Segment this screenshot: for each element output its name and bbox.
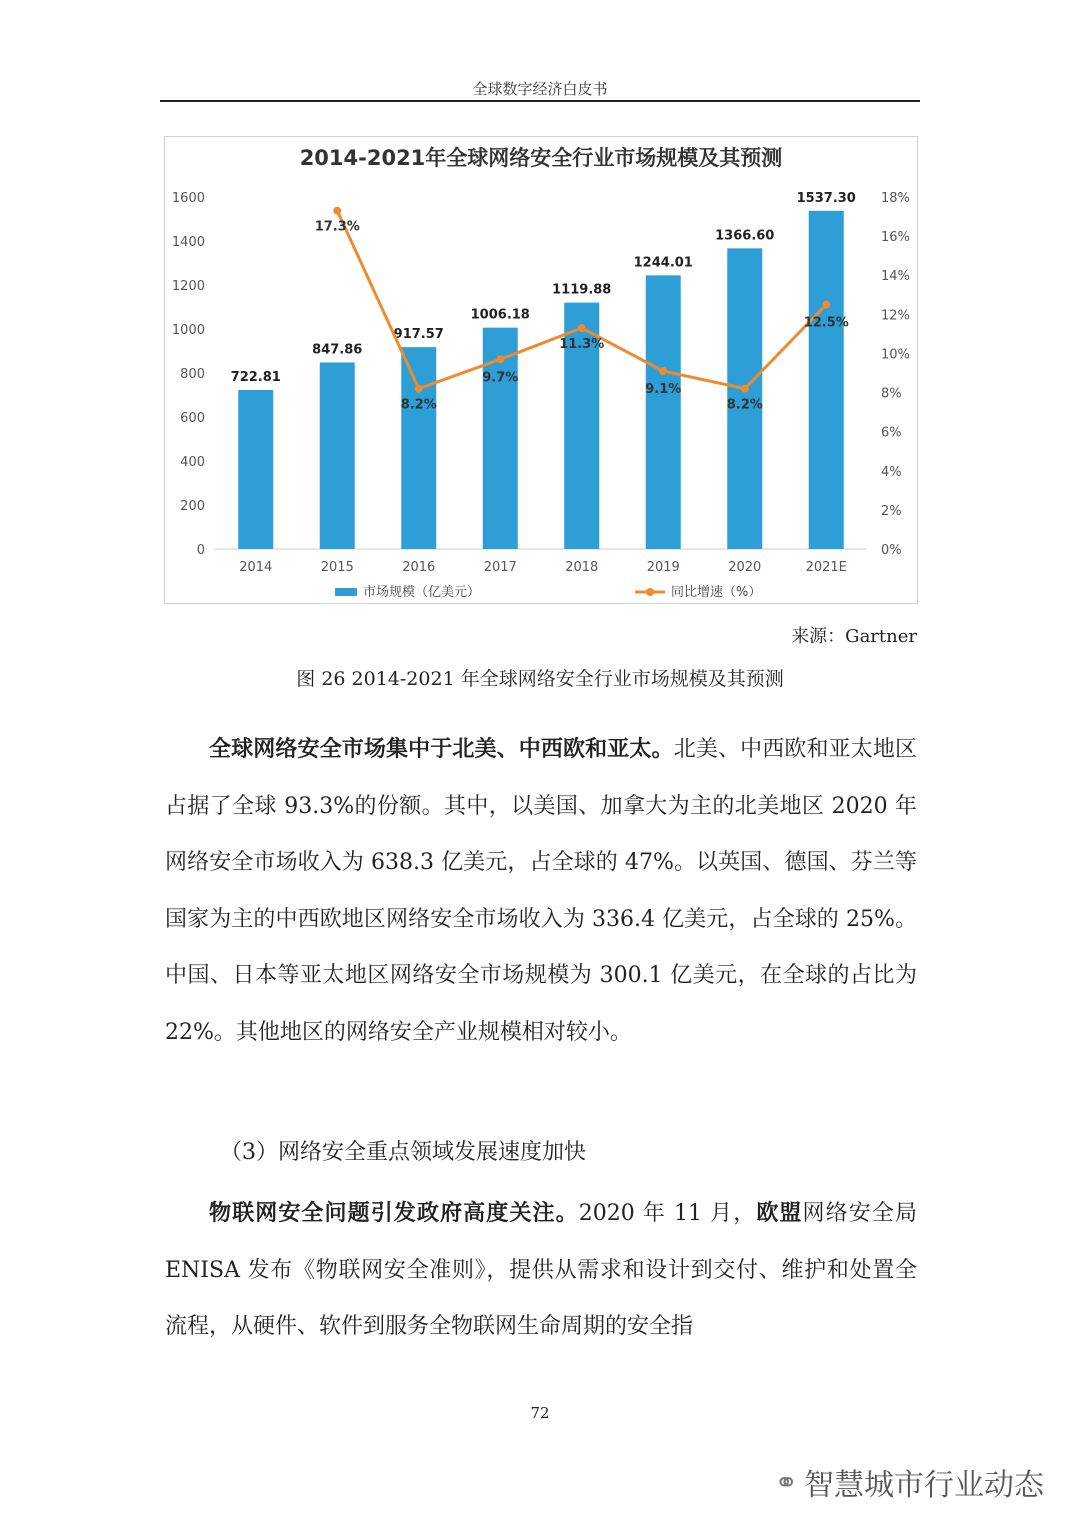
growth-point [496, 355, 504, 363]
bar-value-label: 1366.60 [715, 228, 775, 244]
y-right-tick-label: 10% [881, 347, 910, 363]
bar [320, 362, 355, 549]
y-left-tick-label: 800 [180, 367, 205, 382]
y-right-tick-label: 6% [881, 425, 902, 441]
legend-bar-swatch [335, 588, 357, 596]
bar-value-label: 1006.18 [470, 307, 530, 323]
growth-point [741, 385, 749, 393]
growth-value-label: 9.1% [645, 382, 682, 398]
growth-value-label: 8.2% [400, 397, 437, 413]
growth-point [333, 207, 341, 215]
wechat-icon: ⚭ [774, 1465, 798, 1499]
growth-point [578, 324, 586, 332]
growth-value-label: 8.2% [726, 397, 763, 413]
y-left-tick-label: 400 [180, 455, 205, 470]
bar [809, 211, 844, 549]
y-left-tick-label: 1400 [171, 235, 205, 250]
legend-line-label: 同比增速（%） [671, 585, 762, 600]
y-left-tick-label: 1000 [171, 323, 205, 338]
chart-source: 来源：Gartner [791, 626, 917, 647]
legend-bar-label: 市场规模（亿美元） [363, 585, 481, 600]
y-right-tick-label: 14% [881, 269, 910, 285]
y-left-tick-label: 200 [180, 499, 205, 514]
growth-value-label: 17.3% [314, 219, 360, 235]
bar-value-label: 847.86 [312, 342, 363, 358]
x-tick-label: 2018 [565, 560, 599, 575]
paragraph-1-lead: 全球网络安全市场集中于北美、中西欧和亚太。 [209, 737, 674, 762]
paragraph-3 [165, 1186, 917, 1356]
chart-svg [165, 137, 917, 603]
paragraph-3-text-a: 2020 年 11 月， [578, 1201, 757, 1226]
y-right-tick-label: 18% [881, 191, 910, 206]
paragraph-1 [165, 722, 917, 1061]
chart-title: 2014-2021年全球网络安全行业市场规模及其预测 [299, 146, 783, 170]
y-right-tick-label: 8% [881, 386, 902, 402]
y-right-tick-label: 2% [881, 503, 902, 519]
section-heading: （3）网络安全重点领域发展速度加快 [220, 1140, 586, 1165]
x-tick-label: 2021E [805, 560, 847, 575]
bar-value-label: 917.57 [393, 327, 444, 343]
bar [646, 275, 681, 549]
x-tick-label: 2019 [646, 560, 680, 575]
growth-value-label: 9.7% [482, 370, 519, 386]
x-tick-label: 2017 [483, 560, 517, 575]
watermark-text: 智慧城市行业动态 [804, 1468, 1044, 1503]
growth-value-label: 12.5% [803, 315, 849, 331]
market-size-chart [164, 136, 918, 604]
watermark [775, 1460, 1044, 1504]
bar [401, 347, 436, 549]
bar-value-label: 1119.88 [552, 282, 612, 298]
bar-value-label: 1244.01 [633, 255, 693, 271]
y-right-tick-label: 4% [881, 464, 902, 480]
y-right-tick-label: 0% [881, 543, 902, 558]
bar [238, 390, 273, 549]
paragraph-3-bold-b: 欧盟 [756, 1201, 803, 1226]
x-tick-label: 2014 [239, 560, 273, 575]
page-header-title: 全球数字经济白皮书 [472, 80, 608, 98]
growth-point [415, 385, 423, 393]
y-left-tick-label: 600 [180, 411, 205, 426]
y-left-tick-label: 1600 [171, 191, 205, 206]
bar-value-label: 1537.30 [796, 190, 856, 206]
bar-value-label: 722.81 [230, 369, 281, 385]
growth-point [659, 367, 667, 375]
x-tick-label: 2016 [402, 560, 436, 575]
y-right-tick-label: 12% [881, 308, 910, 324]
page-number: 72 [530, 1404, 550, 1422]
paragraph-1-body: 北美、中西欧和亚太地区占据了全球 93.3%的份额。其中，以美国、加拿大为主的北美地区 2020 年网络安全市场收入为 638.3 亿美元，占全球的 47%。以英国、德国、芬兰等国家为主的中西欧地区网络安全市场收入为 336.4 亿美元，占全球的 25%。中国、日本等亚太地区网络安全市场规模为 300.1 亿美元，在全球的占比为 22%。其他地区的网络安全产业规模相对较小。 [165, 737, 917, 1045]
legend-line-marker [646, 588, 654, 596]
x-tick-label: 2015 [320, 560, 354, 575]
paragraph-3-lead: 物联网安全问题引发政府高度关注。 [209, 1201, 579, 1226]
y-left-tick-label: 1200 [171, 279, 205, 294]
header-rule [160, 100, 920, 102]
x-tick-label: 2020 [728, 560, 762, 575]
growth-value-label: 11.3% [559, 337, 605, 353]
figure-caption: 图 26 2014-2021 年全球网络安全行业市场规模及其预测 [296, 668, 784, 690]
y-right-tick-label: 16% [881, 230, 910, 246]
paragraph-3-text-b: 网络安全局 ENISA 发布《物联网安全准则》，提供从需求和设计到交付、维护和处置全流程，从硬件、软件到服务全物联网生命周期的安全指 [165, 1201, 917, 1339]
growth-point [822, 301, 830, 309]
y-left-tick-label: 0 [196, 543, 205, 558]
